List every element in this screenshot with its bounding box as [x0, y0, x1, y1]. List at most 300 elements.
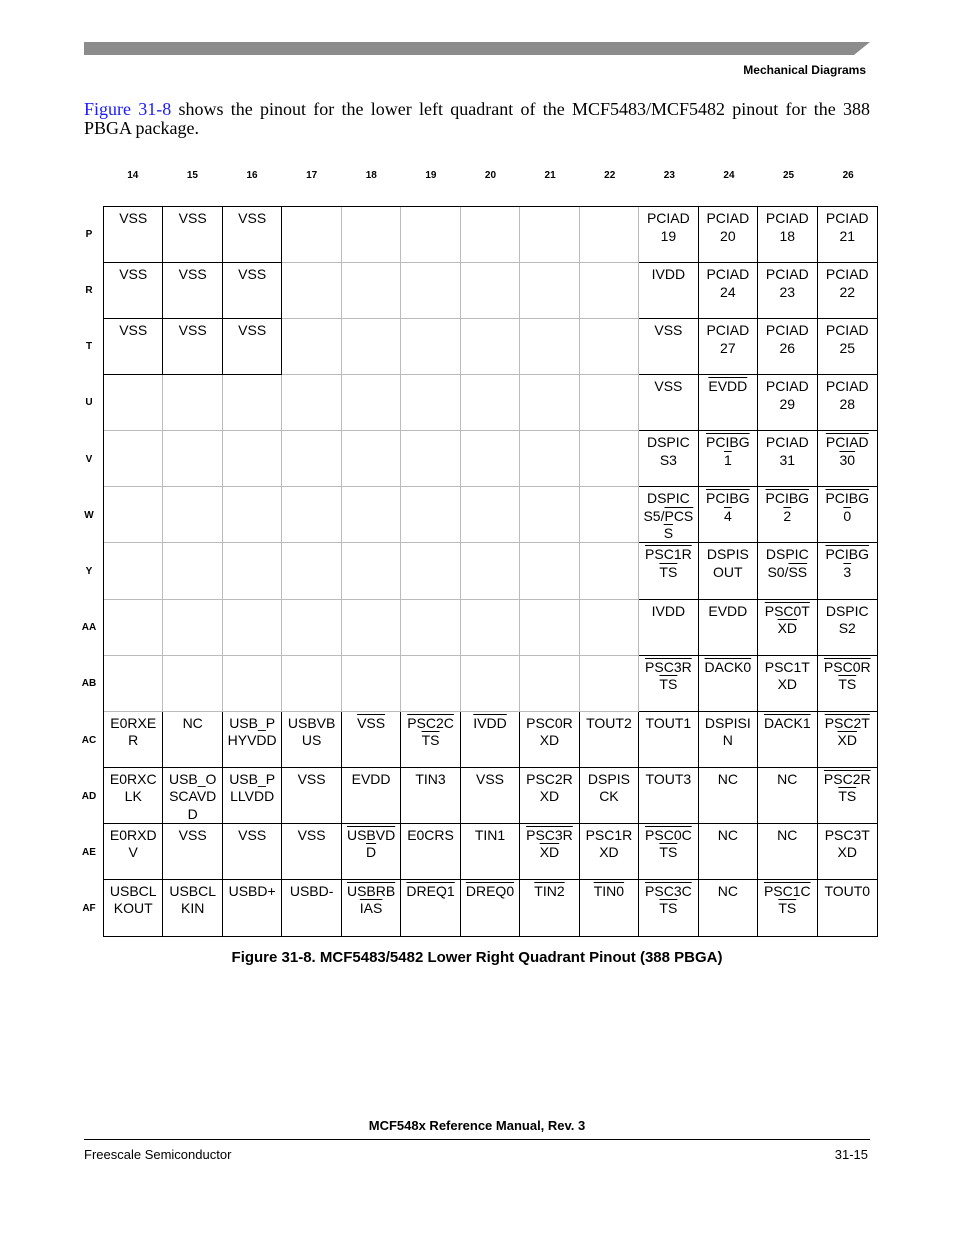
- pin-label-line: VSS: [297, 826, 326, 843]
- pin-label-line: $S5/\overline{PCS}$: [643, 507, 694, 524]
- pin-label-line: USBD-: [289, 882, 334, 899]
- pin-cell: [699, 543, 758, 599]
- pin-cell: [758, 656, 817, 712]
- pin-label-line: PSC2T: [824, 714, 870, 731]
- pin-label-line: 23: [779, 283, 796, 300]
- column-header: 17: [306, 170, 318, 181]
- pin-label-line: PCIBG: [706, 490, 750, 507]
- pin-cell: [104, 768, 163, 824]
- pin-label-line: PSC3T: [824, 826, 870, 843]
- row-header: AB: [81, 678, 97, 690]
- pin-label-line: S2: [838, 620, 856, 637]
- pin-label-line: SCAVD: [169, 788, 217, 805]
- pin-label-line: XD: [777, 676, 798, 693]
- pin-cell: [104, 712, 163, 768]
- pin-cell: [520, 543, 579, 599]
- pin-cell: [461, 880, 520, 936]
- pin-cell: [699, 768, 758, 824]
- pin-cell: [758, 824, 817, 880]
- footer-manual-title: MCF548x Reference Manual, Rev. 3: [368, 1118, 586, 1133]
- pin-cell: [818, 431, 877, 487]
- pin-cell: [342, 600, 401, 656]
- pin-label-line: $\overline{XD}$: [777, 620, 798, 637]
- pin-label-line: PSC1R: [585, 826, 633, 843]
- pin-cell: [342, 431, 401, 487]
- pin-label-line: XD: [837, 844, 857, 861]
- pin-cell: [282, 487, 341, 543]
- pin-cell: [223, 656, 282, 712]
- pin-label-line: DREQ0: [465, 882, 515, 899]
- pin-cell: [104, 600, 163, 656]
- pin-cell: [520, 824, 579, 880]
- pin-cell: [342, 656, 401, 712]
- pin-cell: [818, 319, 877, 375]
- pin-cell: [282, 207, 341, 263]
- pin-label-line: EVDD: [351, 770, 391, 787]
- pin-cell: [223, 824, 282, 880]
- pin-label-line: PCIAD: [825, 434, 869, 451]
- pin-cell: [461, 487, 520, 543]
- pin-cell: [520, 712, 579, 768]
- pin-cell: [223, 543, 282, 599]
- pin-label-line: E0RXC: [109, 770, 157, 787]
- pin-label-line: USBD+: [228, 882, 276, 899]
- pin-label-line: VSS: [238, 210, 267, 226]
- pin-label-line: VSS: [178, 826, 207, 843]
- pin-label-line: OUT: [713, 563, 743, 580]
- pin-cell: [758, 543, 817, 599]
- pin-label-line: 31: [779, 451, 796, 468]
- pin-cell: [282, 319, 341, 375]
- pin-cell: [461, 824, 520, 880]
- pin-cell: [104, 375, 163, 431]
- pin-label-line: $\overline{TS}$: [659, 563, 678, 580]
- pin-cell: [639, 656, 698, 712]
- pin-cell: [461, 600, 520, 656]
- pin-cell: [580, 543, 639, 599]
- pin-cell: [401, 824, 460, 880]
- pin-label-line: E0RXE: [110, 714, 157, 731]
- pin-label-line: 1: [723, 451, 732, 468]
- pin-cell: [758, 712, 817, 768]
- pin-cell: [818, 487, 877, 543]
- pin-label-line: VSS: [238, 826, 267, 843]
- pin-cell: [580, 600, 639, 656]
- pin-cell: [758, 319, 817, 375]
- column-header: 23: [663, 170, 675, 181]
- pin-label-line: VSS: [654, 322, 683, 339]
- pin-cell: [520, 768, 579, 824]
- column-header: 18: [365, 170, 377, 181]
- pin-label-line: VSS: [238, 322, 267, 339]
- pin-cell: [520, 431, 579, 487]
- pin-cell: [104, 263, 163, 319]
- pin-label-line: NC: [717, 770, 738, 787]
- pin-cell: [401, 543, 460, 599]
- pin-label-line: NC: [777, 826, 798, 843]
- pin-label-line: CK: [599, 788, 619, 805]
- pin-cell: [163, 487, 222, 543]
- pin-cell: [461, 712, 520, 768]
- pin-cell: [223, 768, 282, 824]
- pin-cell: [580, 656, 639, 712]
- pin-label-line: E0RXD: [109, 826, 157, 843]
- pin-cell: [580, 319, 639, 375]
- column-header: 19: [425, 170, 437, 181]
- pin-cell: [163, 375, 222, 431]
- pin-label-line: PSC0R: [823, 658, 871, 675]
- figure-caption: Figure 31-8. MCF5483/5482 Lower Right Quadrant Pinout (388 PBGA): [231, 949, 723, 966]
- pin-label-line: N: [722, 732, 733, 749]
- pin-cell: [758, 487, 817, 543]
- pin-label-line: DSPIC: [646, 434, 690, 451]
- pin-label-line: TOUT3: [645, 770, 692, 787]
- pin-label-line: PCIBG: [825, 490, 870, 507]
- pin-cell: [699, 431, 758, 487]
- pin-cell: [639, 543, 698, 599]
- pin-cell: [163, 712, 222, 768]
- pin-label-line: VSS: [119, 266, 148, 283]
- pin-cell: [758, 768, 817, 824]
- pin-label-line: $S0/\overline{SS}$: [767, 563, 808, 580]
- pin-label-line: PCIAD: [825, 266, 869, 283]
- pin-label-line: XD: [539, 732, 560, 749]
- pin-label-line: 27: [720, 339, 736, 356]
- pin-label-line: EVDD: [708, 602, 748, 619]
- row-header: W: [84, 509, 94, 521]
- pin-label-line: $\overline{TS}$: [659, 844, 678, 861]
- pin-label-line: PCIAD: [765, 378, 809, 395]
- pin-cell: [818, 656, 877, 712]
- intro-text: shows the pinout for the lower left quadrant of the MCF5483/MCF5482 pinout for the 388 PBGA package.: [84, 99, 870, 138]
- pin-cell: [818, 207, 877, 263]
- pin-cell: [342, 543, 401, 599]
- pin-cell: [520, 600, 579, 656]
- pin-cell: [104, 656, 163, 712]
- pin-label-line: IVDD: [651, 602, 686, 619]
- pin-label-line: PCIAD: [825, 378, 869, 395]
- row-header: R: [85, 284, 93, 296]
- pin-label-line: 30: [839, 451, 856, 468]
- pin-cell: [342, 880, 401, 936]
- pin-cell: [461, 656, 520, 712]
- pin-label-line: NC: [717, 882, 738, 899]
- pin-label-line: DACK1: [763, 714, 811, 731]
- pin-label-line: S3: [659, 451, 677, 468]
- pin-cell: [818, 712, 877, 768]
- pin-label-line: USBCL: [169, 882, 217, 899]
- row-header: U: [85, 397, 93, 409]
- column-header: 22: [604, 170, 616, 181]
- pin-label-line: TIN2: [534, 882, 565, 899]
- pin-label-line: DACK0: [704, 658, 752, 675]
- pin-label-line: PCIBG: [765, 490, 810, 507]
- pin-cell: [818, 880, 877, 936]
- pin-label-line: XD: [599, 844, 619, 861]
- pin-label-line: D: [187, 805, 198, 822]
- pin-cell: [461, 768, 520, 824]
- pin-cell: [342, 263, 401, 319]
- pin-cell: [639, 319, 698, 375]
- pin-cell: [699, 487, 758, 543]
- pin-label-line: PSC2R: [823, 770, 871, 787]
- pin-cell: [223, 375, 282, 431]
- row-header: AE: [82, 847, 96, 859]
- pin-cell: [282, 543, 341, 599]
- footer-page-number: 31-15: [834, 1147, 868, 1162]
- row-header: AD: [81, 790, 97, 802]
- pin-cell: [461, 263, 520, 319]
- pin-cell: [699, 600, 758, 656]
- pin-cell: [223, 487, 282, 543]
- pin-cell: [818, 263, 877, 319]
- pin-cell: [580, 375, 639, 431]
- column-header: 26: [842, 170, 854, 181]
- pin-cell: [818, 375, 877, 431]
- pin-cell: [282, 375, 341, 431]
- pin-label-line: DSPIS: [587, 770, 630, 787]
- pin-label-line: PSC2C: [407, 714, 454, 731]
- pin-label-line: NC: [717, 826, 738, 843]
- pinout-table: [103, 206, 878, 937]
- pin-cell: [758, 880, 817, 936]
- pin-cell: [758, 375, 817, 431]
- pin-cell: [461, 207, 520, 263]
- pin-cell: [401, 375, 460, 431]
- pin-cell: [223, 431, 282, 487]
- intro-paragraph: [84, 100, 870, 138]
- pin-label-line: PCIAD: [765, 266, 809, 283]
- pin-cell: [758, 263, 817, 319]
- pin-cell: [580, 487, 639, 543]
- row-header: T: [85, 341, 93, 353]
- pin-label-line: VSS: [654, 378, 683, 395]
- pin-label-line: VSS: [178, 266, 207, 283]
- pin-cell: [818, 768, 877, 824]
- pin-cell: [639, 824, 698, 880]
- pin-cell: [342, 487, 401, 543]
- pin-label-line: USB_O: [168, 770, 217, 787]
- row-header: AA: [81, 622, 97, 634]
- pin-cell: [580, 207, 639, 263]
- pin-label-line: V: [128, 844, 138, 861]
- pin-cell: [104, 824, 163, 880]
- footer-company: Freescale Semiconductor: [84, 1147, 232, 1162]
- pin-cell: [818, 824, 877, 880]
- pin-label-line: PCIAD: [765, 210, 809, 226]
- pin-label-line: 4: [723, 507, 732, 524]
- pin-cell: [520, 319, 579, 375]
- pin-label-line: PSC3C: [645, 882, 692, 899]
- pin-cell: [282, 880, 341, 936]
- pin-cell: [580, 712, 639, 768]
- pin-label-line: VSS: [178, 322, 207, 339]
- pin-label-line: US: [301, 732, 322, 749]
- pin-label-line: PCIBG: [825, 546, 870, 563]
- row-header: AC: [81, 734, 97, 746]
- pin-label-line: LK: [124, 788, 142, 805]
- pin-cell: [223, 880, 282, 936]
- pin-label-line: TOUT0: [824, 882, 871, 899]
- pin-label-line: IVDD: [651, 266, 686, 283]
- pin-label-line: $\overline{TS}$: [838, 788, 857, 805]
- pin-label-line: KOUT: [113, 900, 153, 917]
- pin-cell: [520, 487, 579, 543]
- pin-label-line: DSPIC: [646, 490, 690, 507]
- row-header: AF: [82, 903, 96, 915]
- pin-cell: [699, 880, 758, 936]
- pin-label-line: XD: [539, 788, 560, 805]
- pin-label-line: PSC0C: [645, 826, 692, 843]
- pin-cell: [639, 263, 698, 319]
- pin-cell: [639, 880, 698, 936]
- pin-cell: [758, 207, 817, 263]
- row-headers: [74, 206, 104, 937]
- pin-cell: [223, 712, 282, 768]
- pin-cell: [461, 543, 520, 599]
- pin-label-line: NC: [777, 770, 798, 787]
- pin-cell: [461, 431, 520, 487]
- column-header: 15: [186, 170, 198, 181]
- pin-label-line: 29: [779, 395, 796, 412]
- pin-cell: [163, 600, 222, 656]
- pin-label-line: VSS: [475, 770, 504, 787]
- pin-label-line: PCIAD: [706, 266, 750, 283]
- pin-label-line: VSS: [119, 210, 148, 226]
- pin-cell: [699, 375, 758, 431]
- pin-cell: [699, 656, 758, 712]
- pin-label-line: TIN3: [415, 770, 446, 787]
- footer-divider: [84, 1139, 870, 1140]
- pin-label-line: DSPIC: [765, 546, 809, 563]
- pin-cell: [461, 375, 520, 431]
- pin-cell: [401, 712, 460, 768]
- pin-cell: [520, 656, 579, 712]
- column-headers: [103, 170, 878, 186]
- pin-label-line: IVDD: [473, 714, 507, 731]
- pin-cell: [342, 319, 401, 375]
- pin-label-line: TOUT1: [645, 714, 692, 731]
- pin-label-line: PSC1C: [763, 882, 811, 899]
- pin-cell: [104, 431, 163, 487]
- pin-cell: [282, 712, 341, 768]
- pin-cell: [163, 880, 222, 936]
- pin-cell: [580, 263, 639, 319]
- pin-label-line: PSC3R: [645, 658, 692, 675]
- pin-cell: [104, 207, 163, 263]
- pin-cell: [520, 880, 579, 936]
- pin-cell: [223, 207, 282, 263]
- pin-label-line: $\overline{TS}$: [659, 676, 678, 693]
- pin-label-line: 25: [839, 339, 856, 356]
- pin-cell: [163, 319, 222, 375]
- pin-cell: [401, 656, 460, 712]
- pin-label-line: PCIAD: [765, 322, 809, 339]
- pin-label-line: 2: [783, 507, 792, 524]
- pin-cell: [163, 824, 222, 880]
- pin-label-line: $\overline{TS}$: [659, 900, 678, 917]
- pin-cell: [163, 768, 222, 824]
- pin-cell: [699, 263, 758, 319]
- pin-cell: [104, 543, 163, 599]
- pin-label-line: $\overline{XD}$: [539, 844, 560, 861]
- pin-label-line: DSPIS: [706, 546, 749, 563]
- column-header: 20: [484, 170, 497, 181]
- pin-label-line: PSC0R: [526, 714, 573, 731]
- pin-label-line: LLVDD: [230, 788, 275, 805]
- pin-cell: [223, 319, 282, 375]
- row-header: Y: [85, 565, 93, 577]
- pin-cell: [520, 375, 579, 431]
- pin-cell: [163, 543, 222, 599]
- pin-label-line: 24: [720, 283, 736, 300]
- pin-label-line: 19: [660, 227, 677, 244]
- pin-cell: [401, 600, 460, 656]
- pin-label-line: $\overline{TS}$: [778, 900, 797, 917]
- pin-cell: [580, 431, 639, 487]
- pin-cell: [639, 712, 698, 768]
- pin-label-line: VSS: [238, 266, 267, 283]
- section-title: Mechanical Diagrams: [743, 63, 866, 77]
- pin-label-line: PSC1T: [764, 658, 810, 675]
- pin-label-line: 21: [839, 227, 856, 244]
- pin-label-line: USBVD: [346, 826, 396, 843]
- header-bar-graphic: [84, 42, 870, 55]
- pin-label-line: DREQ1: [406, 882, 455, 899]
- pin-cell: [282, 263, 341, 319]
- row-header: V: [85, 453, 93, 465]
- pin-cell: [580, 768, 639, 824]
- pin-cell: [282, 824, 341, 880]
- pin-label-line: PCIAD: [706, 322, 750, 339]
- row-header: P: [85, 228, 93, 240]
- pin-label-line: PCIAD: [646, 210, 690, 226]
- pin-label-line: EVDD: [708, 378, 748, 395]
- pin-cell: [580, 824, 639, 880]
- pin-label-line: USB_P: [229, 714, 276, 731]
- pin-cell: [104, 880, 163, 936]
- pin-label-line: 20: [720, 227, 736, 244]
- pin-label-line: VSS: [178, 210, 207, 226]
- pin-label-line: USBVB: [287, 714, 336, 731]
- figure-link[interactable]: Figure 31-8: [84, 99, 172, 119]
- pin-label-line: 18: [779, 227, 796, 244]
- pin-cell: [818, 543, 877, 599]
- pin-label-line: HYVDD: [227, 732, 277, 749]
- pin-cell: [342, 824, 401, 880]
- pin-cell: [699, 824, 758, 880]
- pin-label-line: TIN0: [593, 882, 625, 899]
- pin-label-line: TOUT2: [586, 714, 632, 731]
- pin-cell: [401, 768, 460, 824]
- pin-cell: [699, 712, 758, 768]
- pin-cell: [342, 375, 401, 431]
- pin-cell: [818, 600, 877, 656]
- pin-cell: [639, 600, 698, 656]
- pin-cell: [639, 375, 698, 431]
- pin-cell: [342, 768, 401, 824]
- pin-cell: [223, 600, 282, 656]
- pin-label-line: $\overline{D}$: [366, 844, 377, 861]
- pin-cell: [223, 263, 282, 319]
- pin-cell: [520, 207, 579, 263]
- pin-label-line: $\overline{TS}$: [421, 732, 440, 749]
- pin-label-line: USB_P: [229, 770, 276, 787]
- pin-cell: [758, 600, 817, 656]
- pin-cell: [580, 880, 639, 936]
- pin-label-line: PSC1R: [645, 546, 692, 563]
- pin-label-line: PCIAD: [706, 210, 750, 226]
